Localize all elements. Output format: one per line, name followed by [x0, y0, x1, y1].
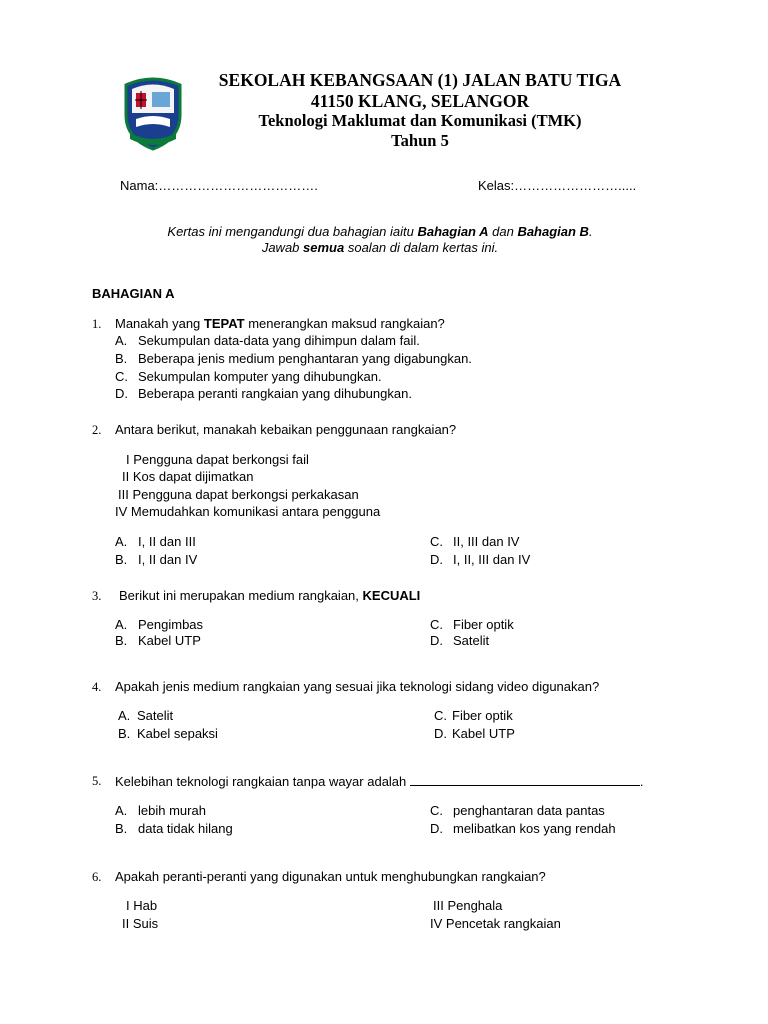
- option-text: Pengimbas: [138, 617, 204, 632]
- question-number: 5.: [92, 774, 102, 788]
- option-letter: A.: [115, 617, 128, 632]
- instruction-line-1: Kertas ini mengandungi dua bahagian iaitu Bahagian A dan Bahagian B.: [167, 224, 593, 239]
- option-letter: D.: [430, 633, 443, 648]
- statement: III Penghala: [433, 898, 503, 913]
- option-letter: B.: [115, 821, 128, 836]
- section-title: BAHAGIAN A: [92, 286, 175, 301]
- statement: IV Pencetak rangkaian: [430, 916, 561, 931]
- option-letter: C.: [430, 534, 443, 549]
- question-6-text: Apakah peranti-peranti yang digunakan untuk menghubungkan rangkaian?: [115, 869, 546, 884]
- option-letter: B.: [118, 726, 131, 741]
- school-address: 41150 KLANG, SELANGOR: [310, 91, 530, 111]
- question-number: 1.: [92, 317, 102, 331]
- question-5-text: Kelebihan teknologi rangkaian tanpa wayar adalah .: [115, 774, 644, 789]
- option-letter: A.: [115, 803, 128, 818]
- option-text: I, II dan III: [138, 534, 196, 549]
- option-text: lebih murah: [138, 803, 206, 818]
- school-crest-logo: [122, 75, 184, 151]
- subject-title: Teknologi Maklumat dan Komunikasi (TMK): [258, 111, 582, 130]
- option-text: Fiber optik: [452, 708, 513, 723]
- option-text: Satelit: [453, 633, 490, 648]
- question-number: 3.: [92, 589, 102, 603]
- option-letter: D.: [115, 386, 128, 401]
- statement: I Hab: [126, 898, 158, 913]
- statement: II Suis: [122, 916, 159, 931]
- statement: IV Memudahkan komunikasi antara pengguna: [115, 504, 381, 519]
- question-4-text: Apakah jenis medium rangkaian yang sesuai jika teknologi sidang video digunakan?: [115, 679, 600, 694]
- option-text: Kabel UTP: [138, 633, 201, 648]
- question-number: 6.: [92, 870, 102, 884]
- question-3-text: Berikut ini merupakan medium rangkaian, KECUALI: [119, 588, 421, 603]
- option-text: Kabel sepaksi: [137, 726, 218, 741]
- option-text: Beberapa jenis medium penghantaran yang digabungkan.: [138, 351, 472, 366]
- question-1-text: Manakah yang TEPAT menerangkan maksud rangkaian?: [115, 316, 445, 331]
- question-number: 2.: [92, 423, 102, 437]
- name-field[interactable]: Nama:……………………………….: [120, 178, 318, 193]
- option-letter: C.: [430, 617, 443, 632]
- option-text: Satelit: [137, 708, 174, 723]
- option-letter: D.: [430, 552, 443, 567]
- statement: II Kos dapat dijimatkan: [122, 469, 254, 484]
- option-letter: C.: [434, 708, 447, 723]
- option-letter: C.: [115, 369, 128, 384]
- option-letter: A.: [118, 708, 131, 723]
- option-text: II, III dan IV: [453, 534, 520, 549]
- option-text: data tidak hilang: [138, 821, 233, 836]
- option-letter: B.: [115, 552, 128, 567]
- school-name: SEKOLAH KEBANGSAAN (1) JALAN BATU TIGA: [218, 70, 622, 90]
- year-title: Tahun 5: [391, 131, 449, 150]
- option-letter: A.: [115, 333, 128, 348]
- option-text: Kabel UTP: [452, 726, 515, 741]
- option-text: I, II, III dan IV: [453, 552, 531, 567]
- option-letter: D.: [434, 726, 447, 741]
- option-letter: A.: [115, 534, 128, 549]
- option-letter: B.: [115, 633, 128, 648]
- question-number: 4.: [92, 680, 102, 694]
- option-text: penghantaran data pantas: [453, 803, 605, 818]
- option-text: Sekumpulan komputer yang dihubungkan.: [138, 369, 382, 384]
- option-text: I, II dan IV: [138, 552, 198, 567]
- statement: III Pengguna dapat berkongsi perkakasan: [118, 487, 359, 502]
- option-text: melibatkan kos yang rendah: [453, 821, 616, 836]
- class-field[interactable]: Kelas:…………………….....: [478, 178, 637, 193]
- statement: I Pengguna dapat berkongsi fail: [126, 452, 309, 467]
- question-2-text: Antara berikut, manakah kebaikan penggunaan rangkaian?: [115, 422, 457, 437]
- option-text: Beberapa peranti rangkaian yang dihubungkan.: [138, 386, 412, 401]
- option-letter: D.: [430, 821, 443, 836]
- option-letter: B.: [115, 351, 128, 366]
- option-letter: C.: [430, 803, 443, 818]
- option-text: Sekumpulan data-data yang dihimpun dalam fail.: [138, 333, 420, 348]
- answer-blank[interactable]: [410, 773, 640, 786]
- instruction-line-2: Jawab semua soalan di dalam kertas ini.: [261, 240, 499, 255]
- option-text: Fiber optik: [453, 617, 514, 632]
